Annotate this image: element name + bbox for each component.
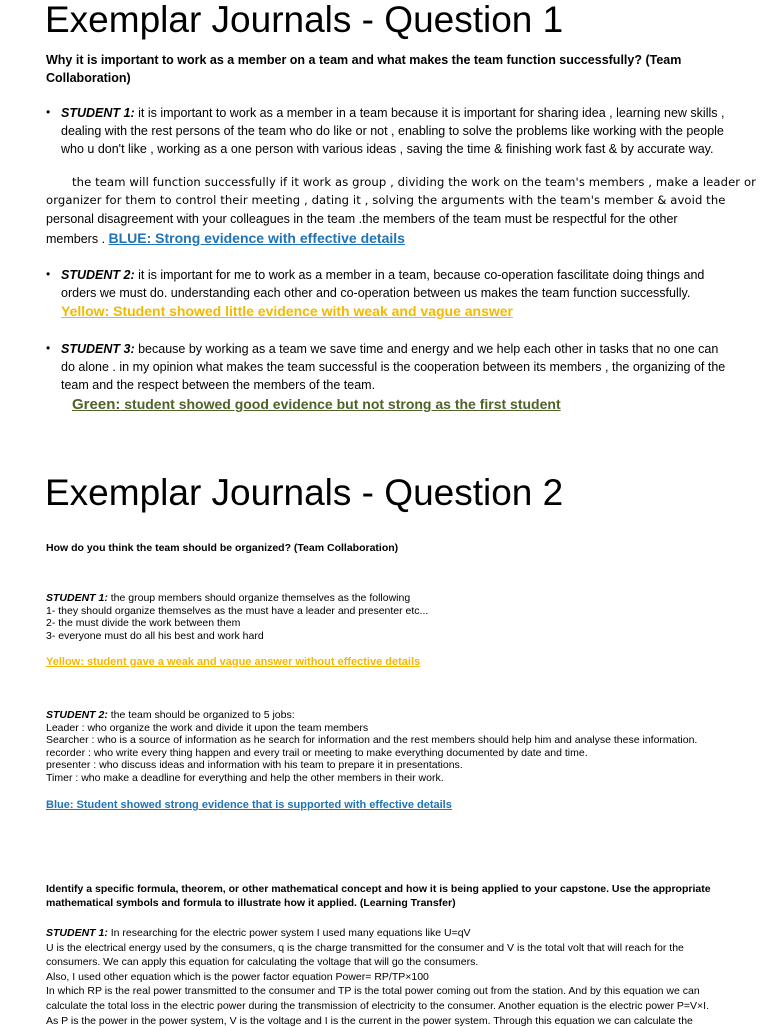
answer-text: In researching for the electric power system I used many equations like U=qV [107, 927, 471, 939]
evaluation-blue: BLUE: Strong evidence with effective details [108, 230, 405, 246]
answer-text: it is important to work as a member in a team because it is important for sharing idea , learning new skills , dealing with the rest persons of the team who do like or not , enabling to solve the problems like working with the people who u don't like , working as a one person with various ideas , saving the time & finishing work fast & by accurate way. [61, 106, 725, 156]
q1-student-1-continuation-3: personal disagreement with your colleagues in the team .the members of the team must be respectful for the other [46, 212, 678, 226]
page-title-question-1: Exemplar Journals - Question 1 [45, 0, 564, 40]
q2-student-2-answer [46, 709, 736, 785]
q1-student-1-continuation-1: the team will function successfully if it work as group , dividing the work on the team's members , make a leader or [72, 175, 757, 189]
evaluation-blue: Blue: Student showed strong evidence that is supported with effective details [46, 799, 452, 811]
bullet-student-3: • [46, 341, 51, 355]
answer-line-2: U is the electrical energy used by the consumers, q is the charge transmitted for the consumer and V is the total volt that will reach for the [46, 941, 684, 954]
answer-line-3: consumers. We can apply this equation for calculating the voltage that will go the consumers. [46, 956, 479, 969]
answer-line-7: As P is the power in the power system, V is the voltage and I is the current in the power system. Through this equation we can calculate the [46, 1014, 693, 1027]
q1-student-1-continuation-2: organizer for them to control their meeting , dating it , solving the arguments with the team's member & avoid the [46, 193, 726, 207]
answer-line-1 [46, 592, 736, 605]
q2-student-1-answer [46, 592, 736, 642]
answer-line-4: 3- everyone must do all his best and work hard [46, 629, 264, 642]
answer-line-4: recorder : who write every thing happen and every trail or meeting to make everything documented by date and time. [46, 746, 588, 759]
q1-student-1-answer [61, 104, 733, 158]
answer-line-2: 1- they should organize themselves as the must have a leader and presenter etc... [46, 604, 429, 617]
student-label: STUDENT 1: [61, 106, 135, 120]
answer-line-6: Timer : who make a deadline for everything and help the other members in their work. [46, 771, 444, 784]
student-label: STUDENT 2: [61, 268, 135, 282]
student-label: STUDENT 3: [61, 342, 135, 356]
q1-student-2-answer [61, 266, 729, 302]
q1-student-3-answer [61, 340, 733, 394]
answer-text: because by working as a team we save time and energy and we help each other in tasks that no one can do alone . in my opinion what makes the team successful is the cooperation between its members , the organizing of the team and the respect between the members of the team. [61, 342, 726, 392]
evaluation-yellow: Yellow: Student showed little evidence with weak and vague answer [61, 303, 514, 319]
question-1-prompt [46, 51, 736, 87]
bullet-student-2: • [46, 267, 51, 281]
question-3-line-2: mathematical symbols and formula to illustrate how it applied. (Learning Transfer) [46, 897, 456, 909]
answer-line-5: presenter : who discuss ideas and information with his team to prepare it in presentations. [46, 759, 463, 772]
question-2-prompt: How do you think the team should be organized? (Team Collaboration) [46, 542, 399, 554]
evaluation-green-prefix: Green: [72, 396, 121, 413]
answer-line-3: 2- the must divide the work between them [46, 617, 241, 630]
bullet-student-1: • [46, 105, 51, 119]
continuation-text: members . [46, 232, 109, 246]
q3-student-1-answer [46, 927, 746, 1027]
q1-student-1-continuation-4 [46, 229, 405, 248]
page-title-question-2: Exemplar Journals - Question 2 [45, 472, 564, 513]
question-1-line-1: Why it is important to work as a member on a team and what makes the team function successfully? (Team [46, 53, 682, 67]
student-label: STUDENT 2: [46, 709, 108, 721]
answer-line-1 [46, 709, 736, 722]
answer-line-2: Leader : who organize the work and divide it upon the team members [46, 721, 369, 734]
evaluation-green [72, 396, 561, 413]
answer-line-5: In which RP is the real power transmitted to the consumer and TP is the total power coming out from the station. And by this equation we can [46, 985, 700, 998]
question-1-line-2: Collaboration) [46, 71, 131, 85]
answer-text: the group members should organize themselves as the following [107, 592, 411, 604]
evaluation-green-text: student showed good evidence but not strong as the first student [120, 396, 561, 412]
answer-text: the team should be organized to 5 jobs: [107, 709, 295, 721]
question-3-line-1: Identify a specific formula, theorem, or other mathematical concept and how it is being applied to your capstone. Use the appropriate [46, 883, 711, 895]
answer-text: it is important for me to work as a member in a team, because co-operation fascilitate doing things and orders we must do. understanding each other and co-operation between us makes the team function successfully. [61, 268, 705, 300]
answer-line-6: calculate the total loss in the electric power during the transmission of electricity to the consumer. Another equation is the electric power P=V×I. [46, 999, 710, 1012]
student-label: STUDENT 1: [46, 592, 108, 604]
answer-line-4: Also, I used other equation which is the power factor equation Power= RP/TP×100 [46, 970, 429, 983]
question-3-prompt [46, 882, 746, 910]
student-label: STUDENT 1: [46, 927, 108, 939]
evaluation-yellow: Yellow: student gave a weak and vague answer without effective details [46, 656, 421, 668]
answer-line-1 [46, 927, 746, 940]
answer-line-3: Searcher : who is a source of information as he search for information and the rest members should help him and analyse these information. [46, 734, 698, 747]
